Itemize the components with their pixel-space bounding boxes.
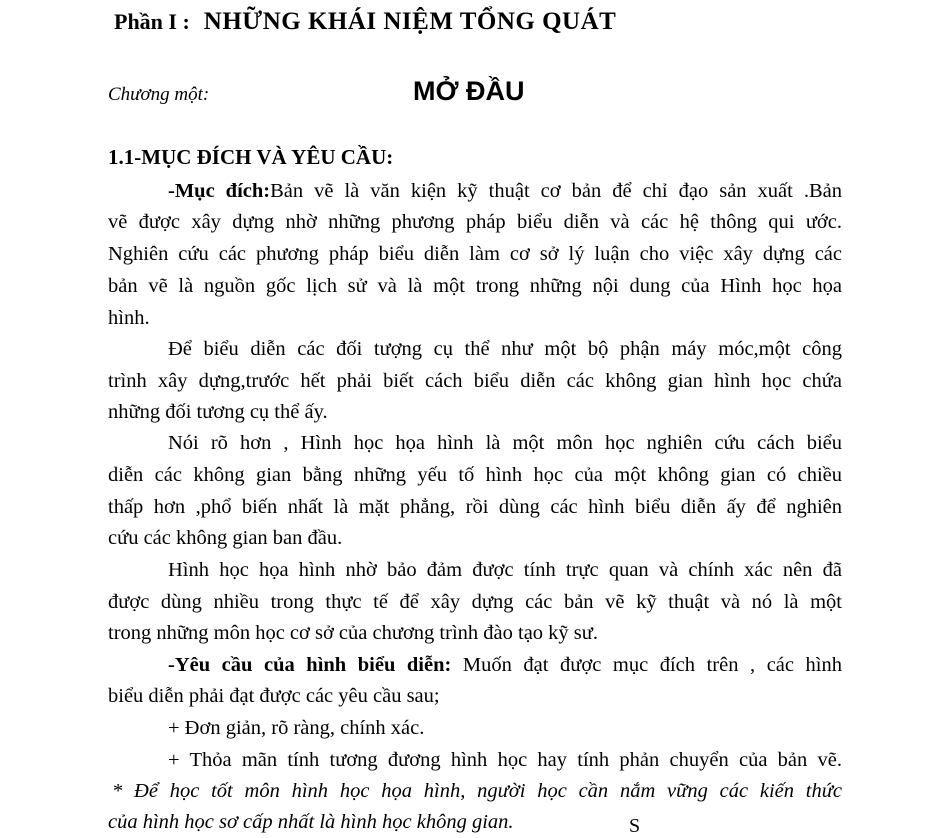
part-heading bbox=[114, 8, 616, 36]
paragraph-line: hình. bbox=[108, 307, 150, 329]
paragraph-line: bản vẽ là nguồn gốc lịch sử và là một trong những nội dung của Hình học họa bbox=[108, 275, 842, 297]
paragraph-line bbox=[168, 177, 842, 205]
paragraph-line bbox=[168, 651, 842, 679]
note-line: * Để học tốt môn hình học họa hình, người học cần nắm vững các kiến thức bbox=[112, 780, 842, 802]
stray-character: S bbox=[629, 815, 641, 837]
requirements-text: Muốn đạt được mục đích trên , các hình bbox=[451, 654, 842, 676]
bullet-item: + Đơn giản, rõ ràng, chính xác. bbox=[168, 717, 425, 739]
paragraph-line: vẽ được xây dựng nhờ những phương pháp biểu diễn và các hệ thông qui ước. bbox=[108, 211, 842, 233]
part-title: NHỮNG KHÁI NIỆM TỔNG QUÁT bbox=[203, 8, 617, 35]
section-heading: 1.1-MỤC ĐÍCH VÀ YÊU CẦU: bbox=[108, 145, 394, 169]
paragraph-line: được dùng nhiều trong thực tế để xây dựng các bản vẽ kỹ thuật và nó là một bbox=[108, 591, 842, 613]
paragraph-line: Để biểu diễn các đối tượng cụ thể như một bộ phận máy móc,một công bbox=[168, 338, 842, 360]
paragraph-line: trình xây dựng,trước hết phải biết cách biểu diễn các không gian hình học chứa bbox=[108, 370, 842, 392]
paragraph-line: Nói rõ hơn , Hình học họa hình là một môn học nghiên cứu cách biểu bbox=[168, 432, 842, 454]
note-line: của hình học sơ cấp nhất là hình học không gian. bbox=[108, 811, 514, 833]
paragraph-line: thấp hơn ,phổ biến nhất là mặt phẳng, rồi dùng các hình biểu diễn ấy để nghiên bbox=[108, 496, 842, 518]
paragraph-line: diễn các không gian bằng những yếu tố hình học của một không gian có chiều bbox=[108, 464, 842, 486]
purpose-lead: -Mục đích: bbox=[168, 180, 271, 202]
paragraph-line: Hình học họa hình nhờ bảo đảm được tính trực quan và chính xác nên đã bbox=[168, 559, 842, 581]
paragraph-line: Nghiên cứu các phương pháp biểu diễn làm cơ sở lý luận cho việc xây dựng các bbox=[108, 243, 842, 265]
bullet-item: + Thỏa mãn tính tương đương hình học hay tính phản chuyển của bản vẽ. bbox=[168, 749, 842, 771]
paragraph-line: trong những môn học cơ sở của chương trình đào tạo kỹ sư. bbox=[108, 622, 599, 644]
requirements-lead: -Yêu cầu của hình biểu diễn: bbox=[168, 654, 452, 676]
chapter-title: MỞ ĐẦU bbox=[413, 76, 525, 106]
purpose-text: Bản vẽ là văn kiện kỹ thuật cơ bản để chỉ đạo sản xuất .Bản bbox=[270, 180, 842, 202]
paragraph-line: cứu các không gian ban đầu. bbox=[108, 527, 343, 549]
part-label: Phần I : bbox=[114, 9, 190, 34]
chapter-label: Chương một: bbox=[108, 84, 210, 105]
paragraph-line: những đối tương cụ thể ấy. bbox=[108, 401, 328, 423]
paragraph-line: biểu diễn phải đạt được các yêu cầu sau; bbox=[108, 685, 440, 707]
